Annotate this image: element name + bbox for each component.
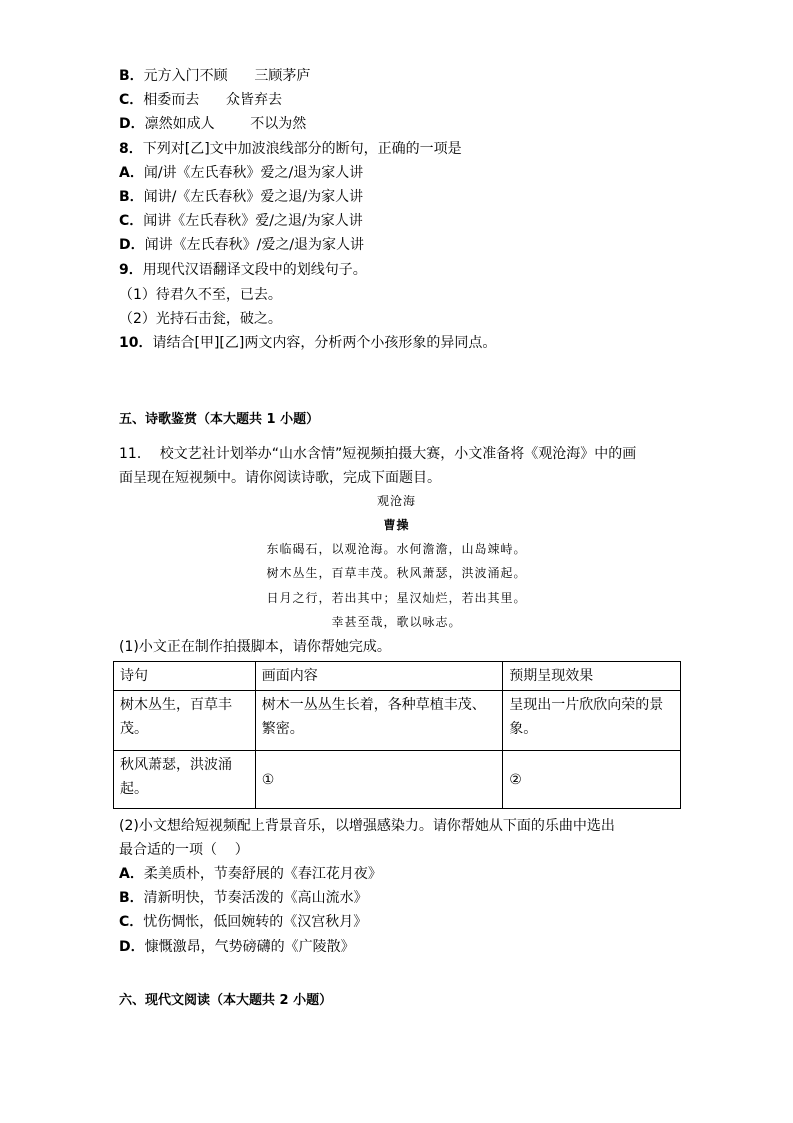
table-header-cell: 画面内容 bbox=[255, 662, 503, 691]
q7-option-b: B．元方入门不顾 三顾茅庐 bbox=[119, 68, 311, 84]
poem-line-3: 日月之行，若出其中；星汉灿烂，若出其里。 bbox=[266, 591, 527, 605]
poem-line-4: 幸甚至哉，歌以咏志。 bbox=[331, 615, 462, 629]
table-cell: 树木一丛丛生长着，各种草植丰茂、繁密。 bbox=[255, 691, 503, 751]
q11-option-d: D．慷慨激昂，气势磅礴的《广陵散》 bbox=[119, 939, 355, 955]
q8-stem: 8．下列对[乙]文中加波浪线部分的断句，正确的一项是 bbox=[119, 141, 462, 157]
q11-intro-line1: 11． 校文艺社计划举办“山水含情”短视频拍摄大赛，小文准备将《观沧海》中的画 bbox=[119, 446, 637, 462]
table-cell: 呈现出一片欣欣向荣的景象。 bbox=[503, 691, 681, 751]
table-header-row bbox=[114, 662, 681, 691]
table-cell bbox=[255, 751, 503, 809]
q11-option-a: A．柔美质朴，节奏舒展的《春江花月夜》 bbox=[119, 866, 382, 882]
q9-stem: 9．用现代汉语翻译文段中的划线句子。 bbox=[119, 262, 367, 278]
section-6-title: 六、现代文阅读（本大题共 2 小题） bbox=[119, 993, 333, 1008]
q11-option-c: C．忧伤惆怅，低回婉转的《汉宫秋月》 bbox=[119, 914, 368, 930]
table-cell bbox=[503, 751, 681, 809]
poem-line-1: 东临碣石，以观沧海。水何澹澹，山岛竦峙。 bbox=[266, 542, 527, 556]
section-5-title: 五、诗歌鉴赏（本大题共 1 小题） bbox=[119, 412, 320, 427]
table-cell: 秋风萧瑟，洪波涌起。 bbox=[114, 751, 256, 809]
q8-option-c: C．闻讲《左氏春秋》爱/之退/为家人讲 bbox=[119, 213, 363, 229]
q8-option-a: A．闻/讲《左氏春秋》爱之/退为家人讲 bbox=[119, 165, 364, 181]
table-row bbox=[114, 691, 681, 751]
q8-option-b: B．闻讲/《左氏春秋》爱之退/为家人讲 bbox=[119, 189, 364, 205]
table-header-cell: 预期呈现效果 bbox=[503, 662, 681, 691]
poem-title: 观沧海 bbox=[376, 494, 416, 508]
shooting-script-table bbox=[113, 661, 681, 809]
table-cell: 树木丛生，百草丰茂。 bbox=[114, 691, 256, 751]
q11-sub2-line1: (2)小文想给短视频配上背景音乐，以增强感染力。请你帮她从下面的乐曲中选出 bbox=[119, 818, 615, 834]
poem-author: 曹操 bbox=[383, 518, 410, 532]
q8-option-d: D．闻讲《左氏春秋》/爱之/退为家人讲 bbox=[119, 237, 365, 253]
table-header-cell: 诗句 bbox=[114, 662, 256, 691]
q10-stem: 10．请结合[甲][乙]两文内容，分析两个小孩形象的异同点。 bbox=[119, 335, 497, 351]
poem-line-2: 树木丛生，百草丰茂。秋风萧瑟，洪波涌起。 bbox=[266, 566, 527, 580]
q11-sub2-line2: 最合适的一项（ ） bbox=[119, 842, 249, 858]
q9-item-2: （2）光持石击瓮，破之。 bbox=[119, 311, 282, 327]
q7-option-c: C．相委而去 众皆弃去 bbox=[119, 92, 282, 108]
answer-blank-1[interactable]: ① bbox=[261, 771, 275, 788]
q11-option-b: B．清新明快，节奏活泼的《高山流水》 bbox=[119, 890, 368, 906]
table-row bbox=[114, 751, 681, 809]
answer-blank-2[interactable]: ② bbox=[509, 771, 522, 788]
q7-option-d: D．凛然如成人 不以为然 bbox=[119, 116, 307, 132]
q11-intro-line2: 面呈现在短视频中。请你阅读诗歌，完成下面题目。 bbox=[119, 470, 441, 486]
q11-sub1: (1)小文正在制作拍摄脚本，请你帮她完成。 bbox=[119, 639, 391, 655]
q9-item-1: （1）待君久不至，已去。 bbox=[119, 287, 282, 303]
